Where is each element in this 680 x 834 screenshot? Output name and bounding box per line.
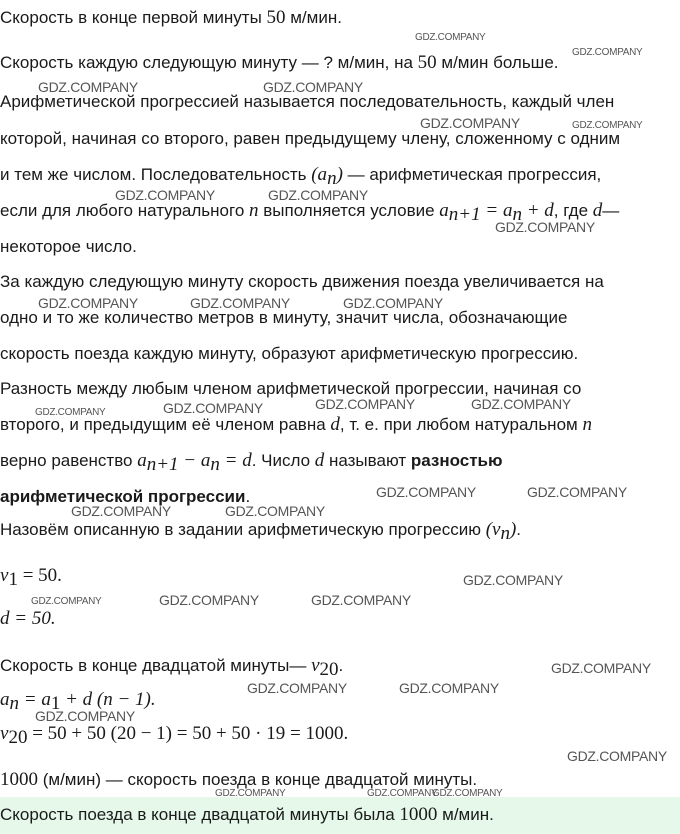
watermark: GDZ.COMPANY [38,79,138,95]
watermark: GDZ.COMPANY [38,295,138,311]
watermark: GDZ.COMPANY [225,503,325,519]
watermark: GDZ.COMPANY [463,572,563,588]
explanation-line-3: скорость поезда каждую минуту, образуют арифметическую прогрессию. [0,344,579,363]
v20-question: Скорость в конце двадцатой минуты— $v_{20}$. [0,655,344,680]
watermark: GDZ.COMPANY [268,187,368,203]
watermark: GDZ.COMPANY [527,484,627,500]
definition-line-5: некоторое число. [0,237,137,256]
watermark: GDZ.COMPANY [163,400,263,416]
watermark: GDZ.COMPANY [432,788,503,799]
watermark: GDZ.COMPANY [35,708,135,724]
watermark: GDZ.COMPANY [471,396,571,412]
v1-value: $v_1 = 50$. [0,565,62,590]
watermark: GDZ.COMPANY [71,503,171,519]
watermark: GDZ.COMPANY [263,79,363,95]
given-speed-increase: Скорость каждую следующую минуту — ? м/мин, на 50 м/мин больше. [0,52,559,73]
watermark: GDZ.COMPANY [567,748,667,764]
definition-line-4: если для любого натурального n выполняется условие $a_{n+1} = a_n + d$, где d— [0,200,620,225]
watermark: GDZ.COMPANY [190,295,290,311]
difference-line-3: верно равенство $a_{n+1} - a_n = d$. Число d называют разностью [0,450,503,475]
watermark: GDZ.COMPANY [376,484,476,500]
difference-line-4: арифметической прогрессии. [0,487,251,506]
watermark: GDZ.COMPANY [215,788,286,799]
watermark: GDZ.COMPANY [115,187,215,203]
watermark: GDZ.COMPANY [343,295,443,311]
nth-term-formula: $a_n = a_1 + d$ (n − 1). [0,689,156,714]
watermark: GDZ.COMPANY [572,120,643,131]
definition-line-1: Арифметической прогрессией называется последовательность, каждый член [0,92,615,111]
watermark: GDZ.COMPANY [311,592,411,608]
d-value: d = 50. [0,608,56,629]
difference-line-2: второго, и предыдущим её членом равна d, т. е. при любом натуральном n [0,414,592,435]
watermark: GDZ.COMPANY [31,596,102,607]
definition-line-3: и тем же числом. Последовательность $(a_n)$ — арифметическая прогрессия, [0,164,602,189]
answer-text: Скорость поезда в конце двадцатой минуты была 1000 м/мин. [0,804,494,825]
definition-line-2: которой, начиная со второго, равен предыдущему члену, сложенному с одним [0,129,621,148]
watermark: GDZ.COMPANY [572,47,643,58]
watermark: GDZ.COMPANY [415,32,486,43]
explanation-line-1: За каждую следующую минуту скорость движения поезда увеличивается на [0,272,604,291]
watermark: GDZ.COMPANY [315,396,415,412]
watermark: GDZ.COMPANY [551,660,651,676]
result-line: 1000 (м/мин) — скорость поезда в конце двадцатой минуты. [0,769,478,790]
watermark: GDZ.COMPANY [159,592,259,608]
watermark: GDZ.COMPANY [495,219,595,235]
progression-name-line: Назовём описанную в задании арифметическую прогрессию $(v_n)$. [0,519,522,544]
difference-line-1: Разность между любым членом арифметической прогрессии, начиная со [0,379,582,398]
watermark: GDZ.COMPANY [367,788,438,799]
v20-calculation: $v_{20} = 50 + 50$ (20 − 1) = 50 + 50 · 19 = 1000. [0,723,349,748]
watermark: GDZ.COMPANY [399,680,499,696]
explanation-line-2: одно и то же количество метров в минуту, значит числа, обозначающие [0,308,568,327]
watermark: GDZ.COMPANY [247,680,347,696]
answer-box [0,797,680,834]
watermark: GDZ.COMPANY [35,407,106,418]
watermark: GDZ.COMPANY [420,115,520,131]
given-speed-first-minute: Скорость в конце первой минуты 50 м/мин. [0,7,342,28]
